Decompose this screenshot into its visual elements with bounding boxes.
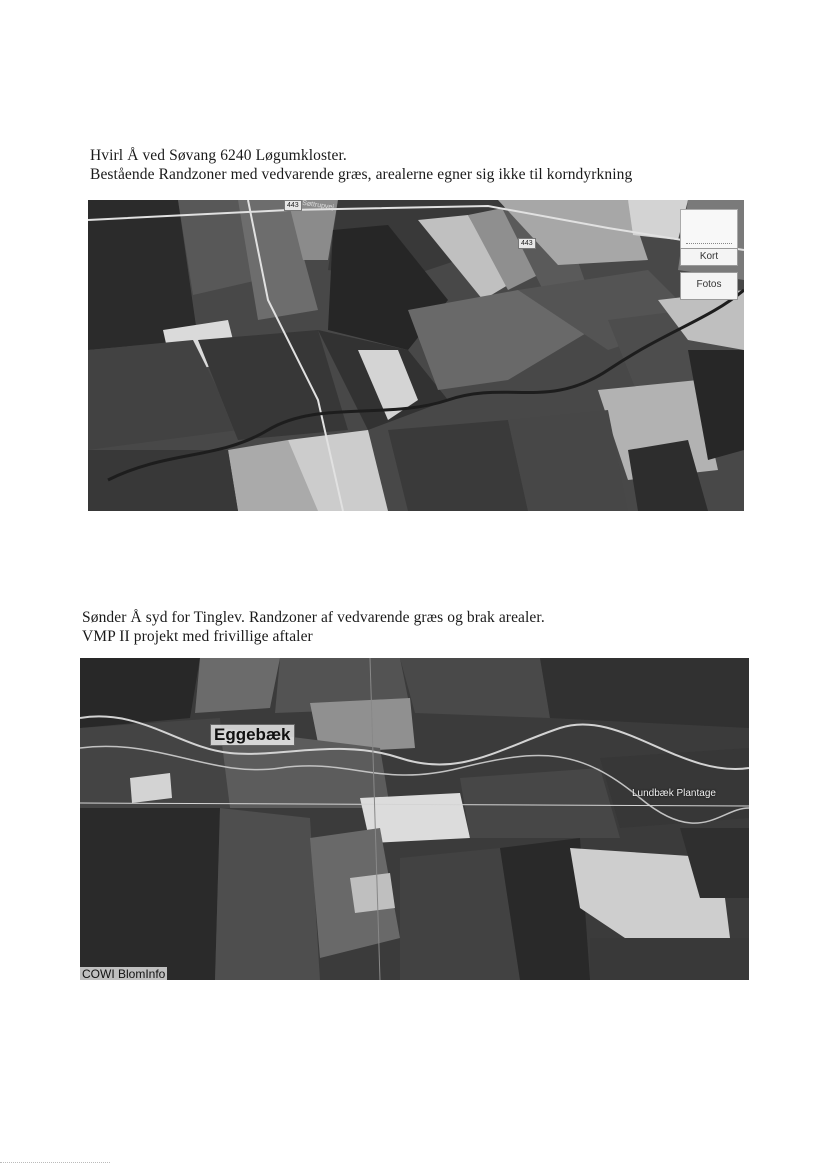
- map-type-kort-button[interactable]: [680, 248, 738, 266]
- map-type-fotos-button[interactable]: [680, 272, 738, 300]
- caption-sonder-a-description: VMP II projekt med frivillige aftaler: [82, 628, 313, 645]
- town-label-eggebaek: Eggebæk: [210, 724, 295, 746]
- caption-hvirl-a-description: Bestående Randzoner med vedvarende græs, arealerne egner sig ikke til korndyrkning: [90, 166, 633, 183]
- kort-label: Kort: [699, 251, 719, 262]
- imagery-credit: COWI BlomInfo: [82, 967, 166, 981]
- caption-sonder-a-title: Sønder Å syd for Tinglev. Randzoner af vedvarende græs og brak arealer.: [82, 609, 545, 626]
- map-type-thumbnail[interactable]: [680, 209, 738, 251]
- road-number-badge: 443: [284, 200, 302, 211]
- aerial-photo-sonder-a: [80, 658, 749, 980]
- road-number-badge: 443: [518, 238, 536, 249]
- scan-edge-line: [0, 1162, 110, 1163]
- road-name-label: Søttrupvej: [301, 199, 335, 212]
- aerial-photo-hvirl-a: [88, 200, 744, 511]
- fotos-label: Fotos: [696, 279, 722, 290]
- caption-hvirl-a-title: Hvirl Å ved Søvang 6240 Løgumkloster.: [90, 147, 347, 164]
- forest-label: Lundbæk Plantage: [632, 788, 716, 799]
